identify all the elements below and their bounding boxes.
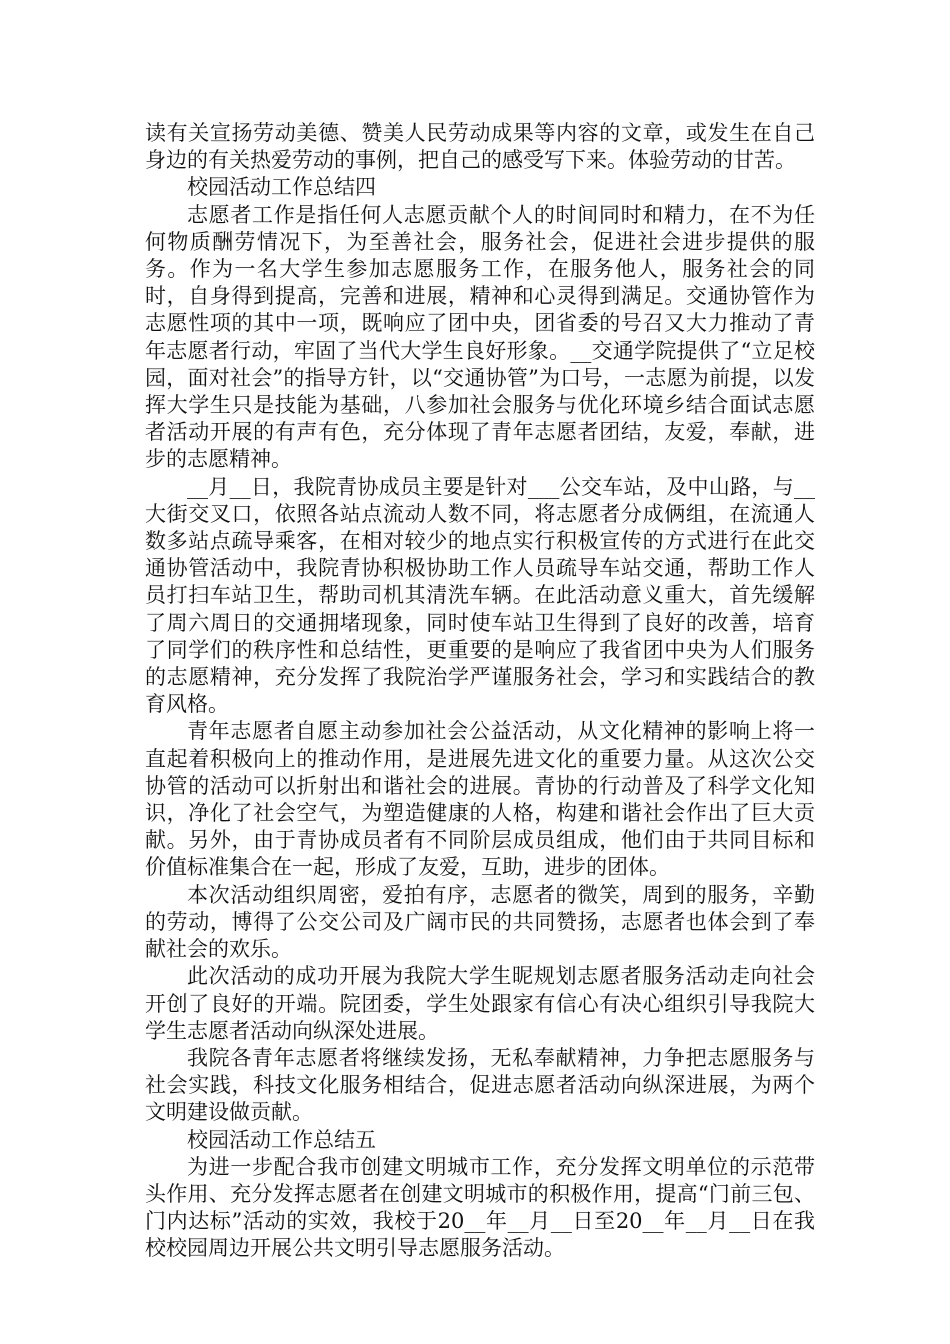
- paragraph-civilized-city: 为进一步配合我市创建文明城市工作，充分发挥文明单位的示范带头作用、充分发挥志愿者在创建文明城市的积极作用，提高“门前三包、门内达标”活动的实效，我校于20__年__月__日至20__年__月__日在我校校园周边开展公共文明引导志愿服务活动。: [145, 1154, 815, 1261]
- section-heading-five: 校园活动工作总结五: [187, 1127, 376, 1152]
- paragraph-culture-impact: 青年志愿者自愿主动参加社会公益活动，从文化精神的影响上将一直起着积极向上的推动作用，是进展先进文化的重要力量。从这次公交协管的活动可以折射出和谐社会的进展。青协的行动普及了科学文化知识，净化了社会空气，为塑造健康的人格，构建和谐社会作出了巨大贡献。另外，由于青协成员者有不同阶层成员组成，他们由于共同目标和价值标准集合在一起，形成了友爱，互助，进步的团体。: [145, 719, 815, 880]
- paragraph-volunteer-work: 志愿者工作是指任何人志愿贡献个人的时间同时和精力，在不为任何物质酬劳情况下，为至善社会，服务社会，促进社会进步提供的服务。作为一名大学生参加志愿服务工作，在服务他人，服务社会的同时，自身得到提高，完善和进展，精神和心灵得到满足。交通协管作为志愿性项的其中一项，既响应了团中央，团省委的号召又大力推动了青年志愿者行动，牢固了当代大学生良好形象。__交通学院提供了“立足校园，面对社会”的指导方针，以“交通协管”为口号，一志愿为前提，以发挥大学生只是技能为基础，八参加社会服务与优化环境乡结合面试志愿者活动开展的有声有色，充分体现了青年志愿者团结，友爱，奉献，进步的志愿精神。: [145, 202, 815, 472]
- paragraph-continue: 我院各青年志愿者将继续发扬，无私奉献精神，力争把志愿服务与社会实践，科技文化服务相结合，促进志愿者活动向纵深进展，为两个文明建设做贡献。: [145, 1045, 815, 1125]
- paragraph-success: 此次活动的成功开展为我院大学生昵规划志愿者服务活动走向社会开创了良好的开端。院团委，学生处跟家有信心有决心组织引导我院大学生志愿者活动向纵深处进展。: [145, 964, 815, 1043]
- paragraph-intro: 读有关宣扬劳动美德、赞美人民劳动成果等内容的文章，或发生在自己身边的有关热爱劳动的事例，把自己的感受写下来。体验劳动的甘苦。: [145, 121, 815, 173]
- paragraph-organization: 本次活动组织周密，爱拍有序，志愿者的微笑，周到的服务，辛勤的劳动，博得了公交公司及广阔市民的共同赞扬，志愿者也体会到了奉献社会的欢乐。: [145, 882, 815, 962]
- paragraph-traffic-assistance: __月__日，我院青协成员主要是针对___公交车站，及中山路，与__大街交叉口，依照各站点流动人数不同，将志愿者分成俩组，在流通人数多站点疏导乘客，在相对较少的地点实行积极宣传的方式进行在此交通协管活动中，我院青协积极协助工作人员疏导车站交通，帮助工作人员打扫车站卫生，帮助司机其清洗车辆。在此活动意义重大，首先缓解了周六周日的交通拥堵现象，同时使车站卫生得到了良好的改善，培育了同学们的秩序性和总结性，更重要的是响应了我省团中央为人们服务的志愿精神，充分发挥了我院治学严谨服务社会，学习和实践结合的教育风格。: [145, 474, 815, 717]
- section-heading-four: 校园活动工作总结四: [187, 175, 376, 200]
- document-page: [145, 120, 815, 1263]
